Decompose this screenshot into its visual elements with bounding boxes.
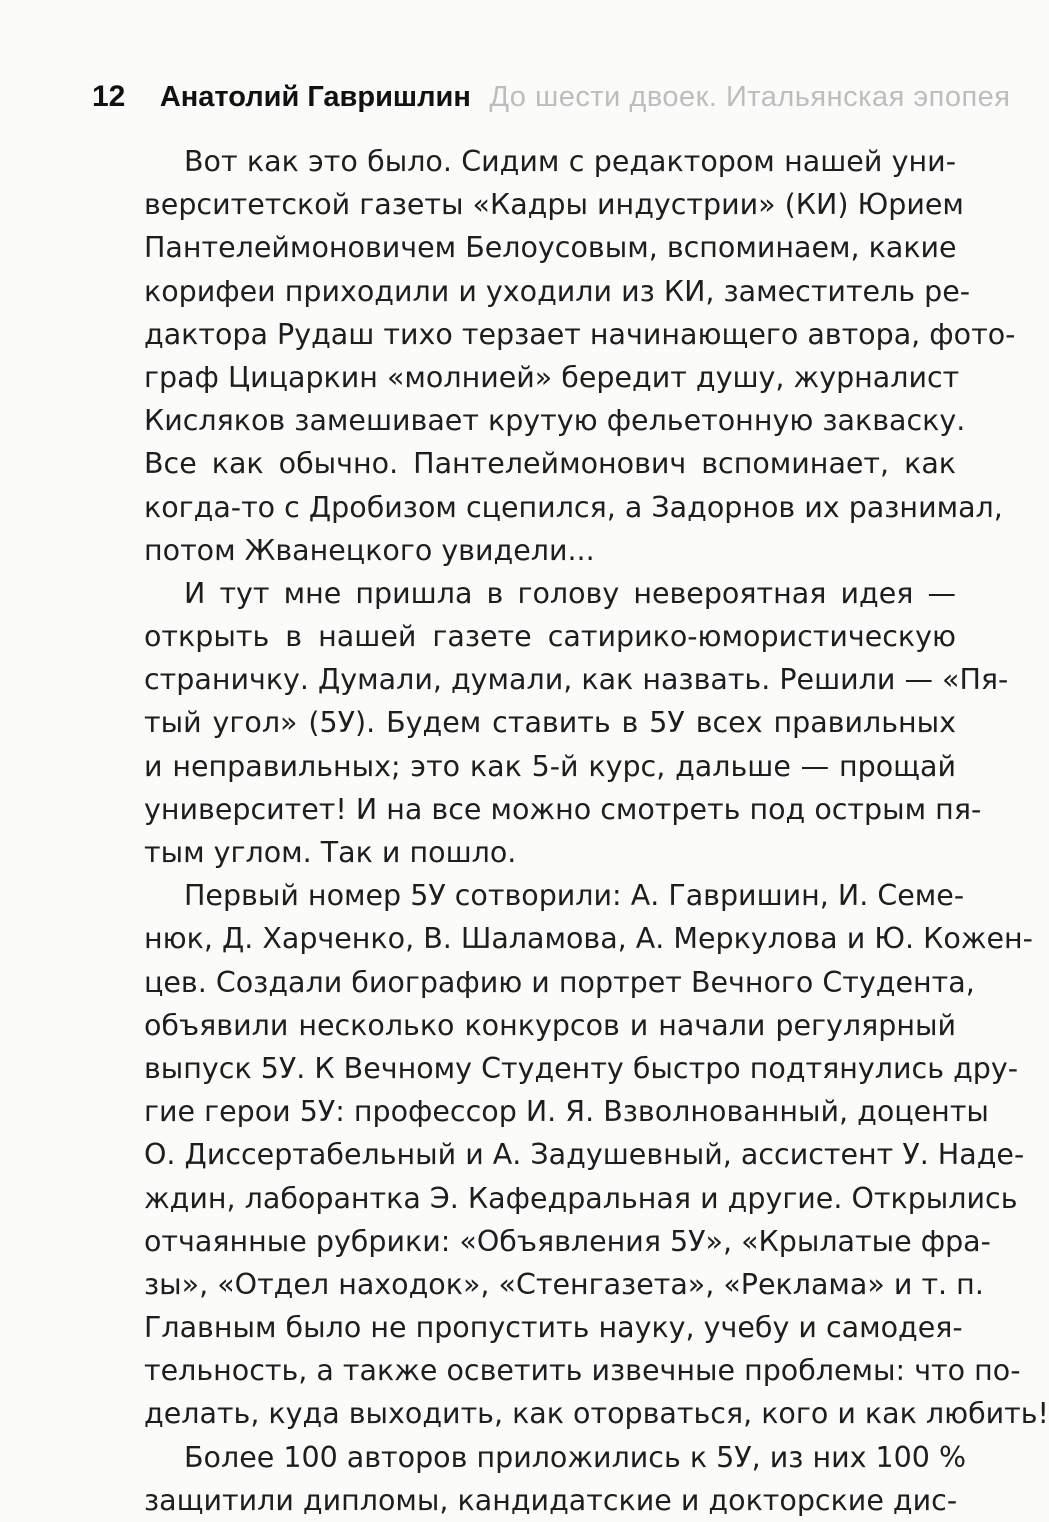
text-line: страничку. Думали, думали, как назвать. Решили — «Пя- xyxy=(144,663,1009,697)
text-line: делать, куда выходить, как оторваться, кого и как любить! xyxy=(144,1397,1049,1431)
text-line: О. Диссертабельный и А. Задушевный, ассистент У. Наде- xyxy=(144,1138,1025,1172)
text-line: тый угол» (5У). Будем ставить в 5У всех правильных xyxy=(144,706,956,740)
paragraph xyxy=(144,874,1049,1435)
text-line: открыть в нашей газете сатирико-юмористическую xyxy=(144,620,956,654)
text-line: тельность, а также осветить извечные проблемы: что по- xyxy=(144,1354,1021,1388)
book-title: До шести двоек. Итальянская эпопея xyxy=(489,81,1011,113)
paragraph xyxy=(144,1436,967,1522)
author-name: Анатолий Гавришлин xyxy=(159,81,471,113)
text-line: верситетской газеты «Кадры индустрии» (КИ) Юрием xyxy=(144,188,964,222)
text-line: потом Жванецкого увидели... xyxy=(144,533,595,567)
text-line: Более 100 авторов приложились к 5У, из них 100 % xyxy=(184,1440,967,1474)
text-line: дактора Рудаш тихо терзает начинающего автора, фото- xyxy=(144,317,1016,351)
text-line: университет! И на все можно смотреть под острым пя- xyxy=(144,792,982,826)
text-line: нюк, Д. Харченко, В. Шаламова, А. Меркулова и Ю. Кожен- xyxy=(144,922,1033,956)
text-line: Все как обычно. Пантелеймонович вспоминает, как xyxy=(144,447,956,481)
text-line: граф Цицаркин «молнией» бередит душу, журналист xyxy=(144,360,960,394)
text-line: когда-то с Дробизом сцепился, а Задорнов их разнимал, xyxy=(144,490,1003,524)
paragraph xyxy=(144,572,1009,874)
text-line: ждин, лаборантка Э. Кафедральная и другие. Открылись xyxy=(144,1181,1018,1215)
running-header xyxy=(92,80,1011,124)
text-line: гие герои 5У: профессор И. Я. Взволнованный, доценты xyxy=(144,1095,989,1129)
text-line: защитили дипломы, кандидатские и докторские дис- xyxy=(144,1483,958,1517)
text-line: Пантелеймоновичем Белоусовым, вспоминаем, какие xyxy=(144,231,957,265)
text-line: Первый номер 5У сотворили: А. Гавришин, И. Семе- xyxy=(184,879,965,913)
paragraph xyxy=(144,140,1016,572)
page-number: 12 xyxy=(92,80,126,113)
text-line: зы», «Отдел находок», «Стенгазета», «Реклама» и т. п. xyxy=(144,1267,984,1301)
text-line: выпуск 5У. К Вечному Студенту быстро подтянулись дру- xyxy=(144,1051,1019,1085)
text-line: тым углом. Так и пошло. xyxy=(144,836,517,869)
body-text xyxy=(144,140,1049,1522)
text-line: цев. Создали биографию и портрет Вечного Студента, xyxy=(144,965,975,999)
text-line: объявили несколько конкурсов и начали регулярный xyxy=(144,1008,956,1042)
text-line: Главным было не пропустить науку, учебу и самодея- xyxy=(144,1311,963,1345)
text-line: И тут мне пришла в голову невероятная идея — xyxy=(184,576,956,610)
text-line: Кисляков замешивает крутую фельетонную закваску. xyxy=(144,404,966,438)
text-line: корифеи приходили и уходили из КИ, заместитель ре- xyxy=(144,274,971,308)
text-line: отчаянные рубрики: «Объявления 5У», «Крылатые фра- xyxy=(144,1224,991,1258)
text-line: и неправильных; это как 5-й курс, дальше — прощай xyxy=(144,749,956,783)
text-line: Вот как это было. Сидим с редактором нашей уни- xyxy=(184,145,956,178)
